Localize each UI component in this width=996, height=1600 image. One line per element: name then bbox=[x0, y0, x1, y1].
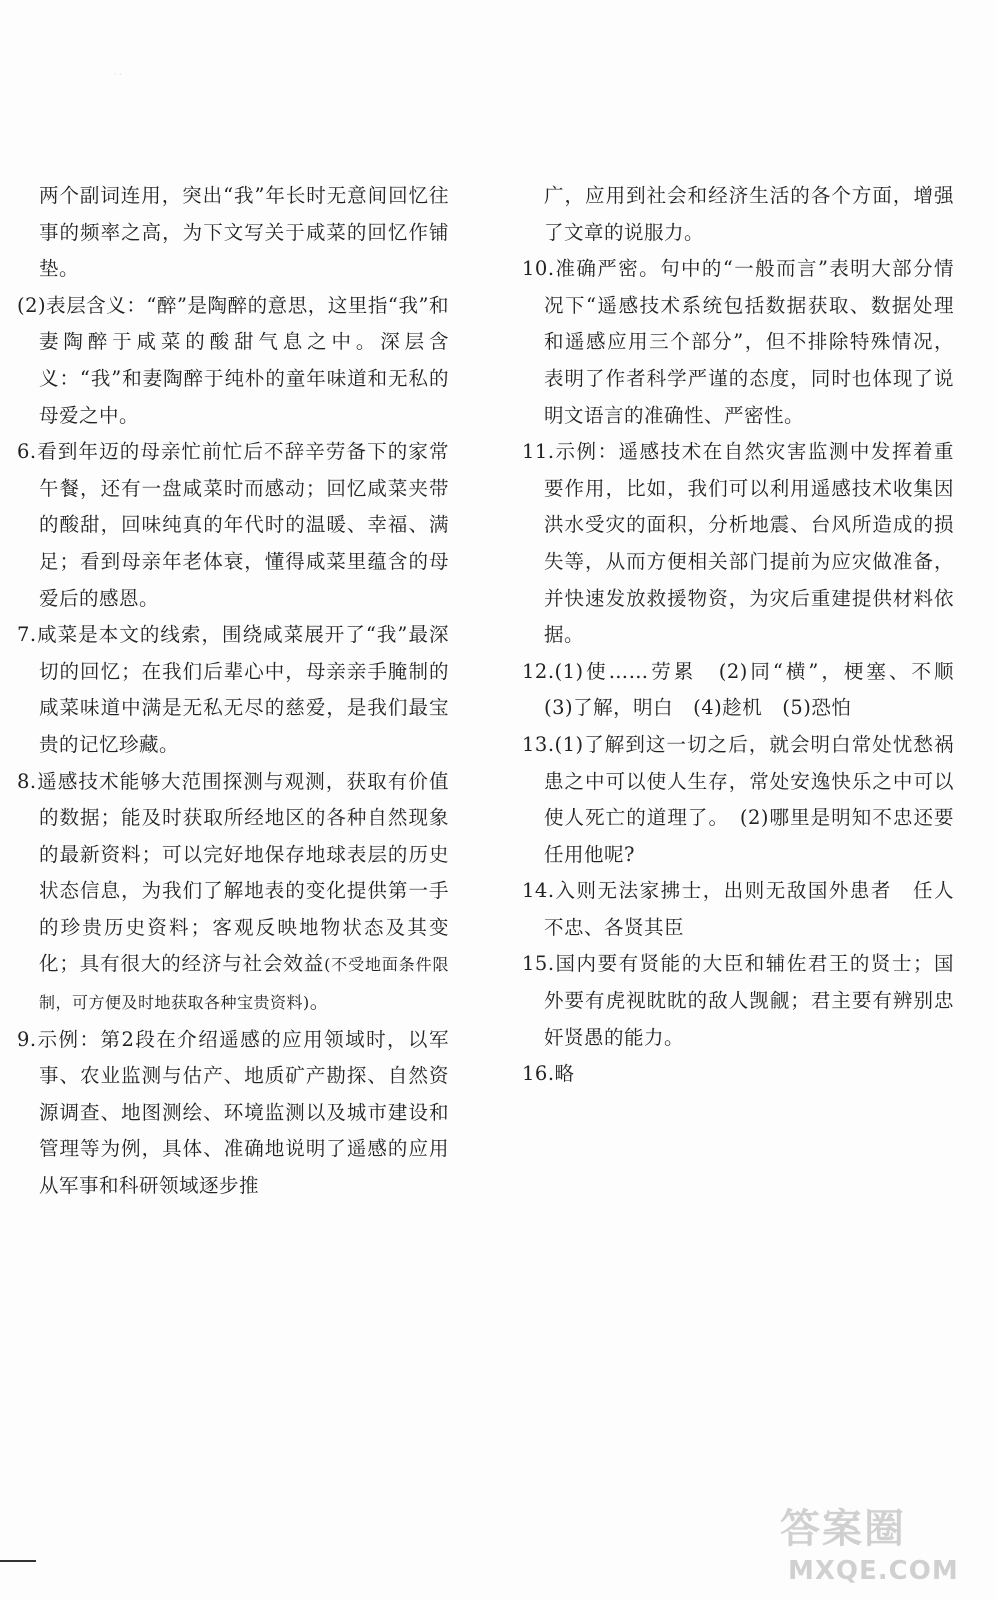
site-watermark bbox=[780, 1505, 980, 1595]
answer-5-continuation: 两个副词连用，突出“我”年长时无意间回忆往事的频率之高，为下文写关于咸菜的回忆作铺垫。 bbox=[39, 184, 449, 281]
answer-10: 10.准确严密。句中的“一般而言”表明大部分情况下“遥感技术系统包括数据获取、数据处理和遥感应用三个部分”，但不排除特殊情况，表明了作者科学严谨的态度，同时也体现了说明文语言的准确性、严密性。 bbox=[522, 257, 954, 427]
answer-15: 15.国内要有贤能的大臣和辅佐君王的贤士；国外要有虎视眈眈的敌人觊觎；君主要有辨别忠奸贤愚的能力。 bbox=[522, 952, 954, 1049]
answer-8: 8.遥感技术能够大范围探测与观测，获取有价值的数据；能及时获取所经地区的各种自然现象的最新资料；可以完好地保存地球表层的历史状态信息，为我们了解地表的变化提供第一手的珍贵历史资料；客观反映地物状态及其变化；具有很大的经济与社会效益(不受地面条件限制，可方便及时地获取各种宝贵资料)。 bbox=[17, 769, 449, 1014]
answer-5-2: (2)表层含义：“醉”是陶醉的意思，这里指“我”和妻陶醉于咸菜的酸甜气息之中。深层含义：“我”和妻陶醉于纯朴的童年味道和无私的母爱之中。 bbox=[17, 293, 449, 427]
answer-6: 6.看到年迈的母亲忙前忙后不辞辛劳备下的家常午餐，还有一盘咸菜时而感动；回忆咸菜夹带的酸甜，回味纯真的年代时的温暖、幸福、满足；看到母亲年老体衰，懂得咸菜里蕴含的母爱后的感恩。 bbox=[17, 440, 449, 610]
watermark-url: MXQE.COM bbox=[788, 1556, 959, 1586]
page-footer-rule bbox=[0, 1560, 36, 1562]
answer-9-continuation: 广，应用到社会和经济生活的各个方面，增强了文章的说服力。 bbox=[544, 184, 954, 244]
answer-9: 9.示例：第2段在介绍遥感的应用领域时，以军事、农业监测与估产、地质矿产勘探、自然资源调查、地图测绘、环境监测以及城市建设和管理等为例，具体、准确地说明了遥感的应用从军事和科研领域逐步推 bbox=[17, 1027, 449, 1198]
answer-14: 14.入则无法家拂士，出则无敌国外患者 任人不忠、各贤其臣 bbox=[522, 879, 954, 939]
answer-13: 13.(1)了解到这一切之后，就会明白常处忧愁祸患之中可以使人生存，常处安逸快乐之中可以使人死亡的道理了。 (2)哪里是明知不忠还要任用他呢? bbox=[522, 732, 954, 866]
left-answer-column bbox=[17, 178, 449, 1205]
answer-16: 16.略 bbox=[522, 1062, 575, 1086]
scan-artifact: · · bbox=[114, 70, 122, 79]
right-answer-column bbox=[522, 178, 975, 1093]
answer-11: 11.示例：遥感技术在自然灾害监测中发挥着重要作用，比如，我们可以利用遥感技术收集因洪水受灾的面积，分析地震、台风所造成的损失等，从而方便相关部门提前为应灾做准备，并快速发放救援物资，为灾后重建提供材料依据。 bbox=[522, 440, 954, 647]
answer-8-note: (不受地面条件限制，可方便及时地获取各种宝贵资料) bbox=[39, 955, 449, 1013]
answer-7: 7.咸菜是本文的线索，围绕咸菜展开了“我”最深切的回忆；在我们后辈心中，母亲亲手腌制的咸菜味道中满是无私无尽的慈爱，是我们最宝贵的记忆珍藏。 bbox=[17, 623, 449, 756]
watermark-logo-text: 答案圈 bbox=[780, 1506, 906, 1552]
answer-12: 12.(1)使……劳累 (2)同“横”，梗塞、不顺 (3)了解，明白 (4)趁机 (5)恐怕 bbox=[522, 659, 975, 720]
